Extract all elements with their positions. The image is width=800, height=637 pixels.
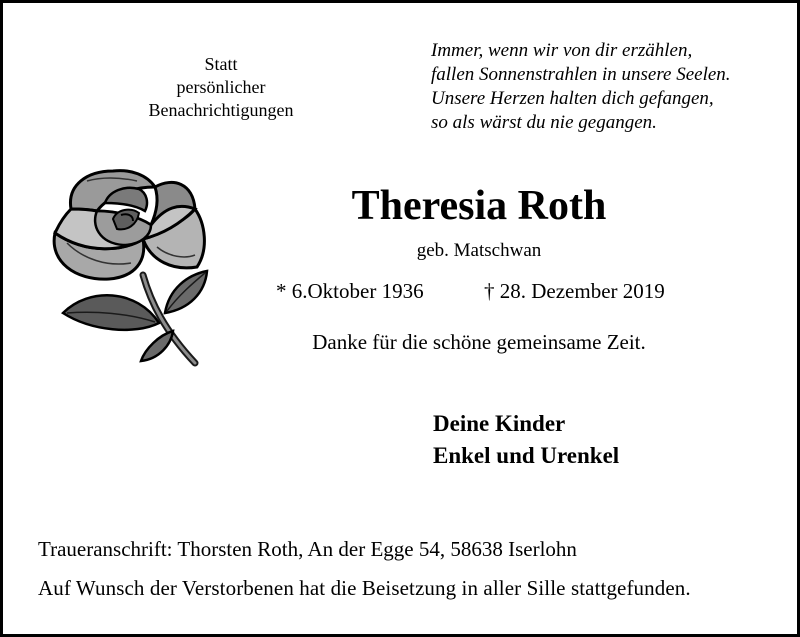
mourning-family <box>433 408 619 472</box>
poem-line-4: so als wärst du nie gegangen. <box>431 112 657 133</box>
poem-line-2: fallen Sonnenstrahlen in unsere Seelen. <box>431 64 731 85</box>
poem-line-1: Immer, wenn wir von dir erzählen, <box>431 40 693 61</box>
family-line-2: Enkel und Urenkel <box>433 443 620 468</box>
statt-line-2: persönlicher <box>176 77 266 97</box>
instead-of-notification-text <box>121 53 321 122</box>
statt-line-3: Benachrichtigungen <box>148 100 294 120</box>
maiden-name: geb. Matschwan <box>416 240 542 261</box>
mourning-address: Traueranschrift: Thorsten Roth, An der Egge 54, 58638 Iserlohn <box>38 537 577 561</box>
funeral-note: Auf Wunsch der Verstorbenen hat die Beisetzung in aller Sille stattgefunden. <box>38 576 691 600</box>
deceased-name: Theresia Roth <box>351 183 607 229</box>
rose-icon <box>47 163 215 368</box>
death-date: † 28. Dezember 2019 <box>484 279 665 303</box>
poem-line-3: Unsere Herzen halten dich gefangen, <box>431 88 714 109</box>
statt-line-1: Statt <box>204 54 238 74</box>
family-line-1: Deine Kinder <box>433 411 566 436</box>
poem <box>431 39 791 135</box>
thanks-line: Danke für die schöne gemeinsame Zeit. <box>312 330 646 354</box>
birth-date: * 6.Oktober 1936 <box>276 279 424 303</box>
